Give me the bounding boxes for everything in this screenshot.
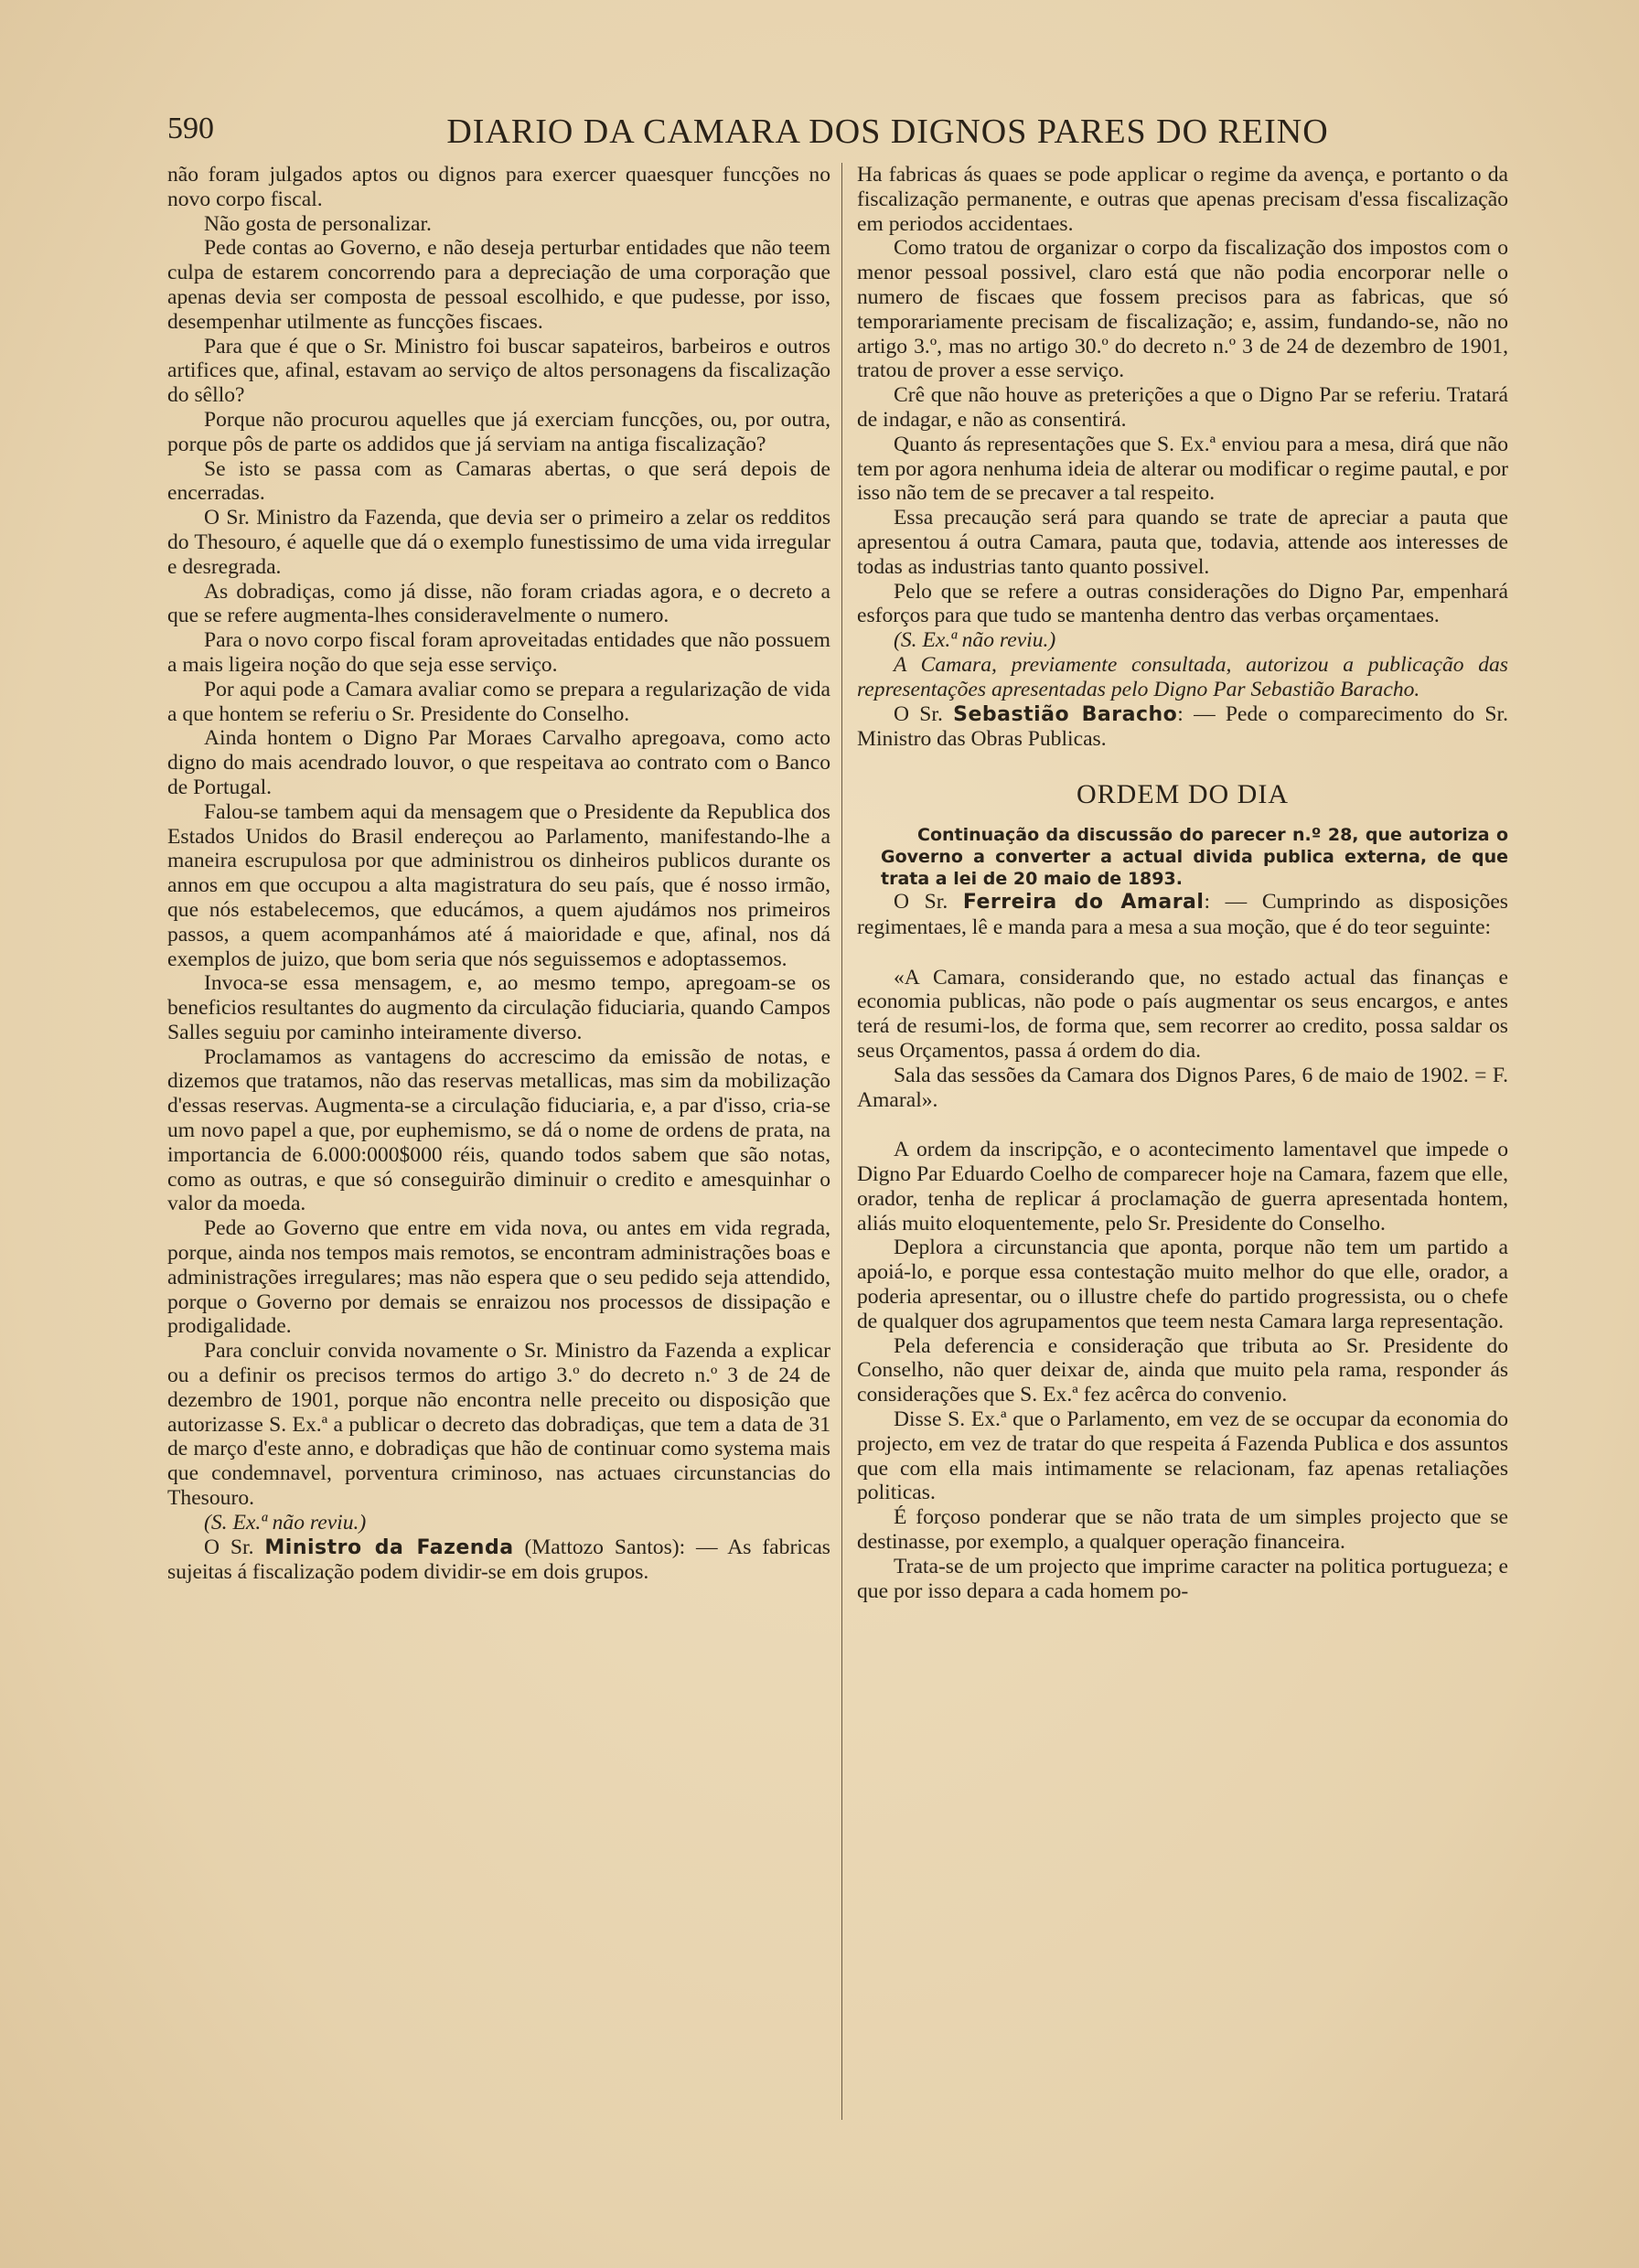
paragraph: Quanto ás representações que S. Ex.ª enviou para a mesa, dirá que não tem por agora nenhuma ideia de alterar ou modificar o regime pautal, e por isso não tem de se precaver a tal respeito.: [857, 432, 1508, 506]
speaker-name: Ministro da Fazenda: [264, 1535, 514, 1559]
paragraph: É forçoso ponderar que se não trata de um simples projecto que se destinasse, por exemplo, a qualquer operação financeira.: [857, 1505, 1508, 1555]
section-subtitle: Continuação da discussão do parecer n.º 28, que autoriza o Governo a converter a actual divida publica externa, de que trata a lei de 20 maio de 1893.: [881, 824, 1508, 889]
paragraph: Para que é que o Sr. Ministro foi buscar sapateiros, barbeiros e outros artifices que, afinal, estavam ao serviço de altos personagens da fiscalização do sêllo?: [167, 334, 830, 408]
paragraph: Pelo que se refere a outras considerações do Digno Par, empenhará esforços para que tudo se mantenha dentro das verbas orçamentaes.: [857, 579, 1508, 628]
not-revised-note: (S. Ex.ª não reviu.): [204, 1510, 367, 1535]
paragraph: Invoca-se essa mensagem, e, ao mesmo tempo, apregoam-se os beneficios resultantes do augmento da circulação fiduciaria, quando Campos Salles seguiu por caminho inteiramente diverso.: [167, 971, 830, 1044]
page-header: [167, 108, 1516, 163]
page-number: 590: [167, 112, 214, 145]
spacer: [857, 1112, 1508, 1138]
paragraph: Pela deferencia e consideração que tributa ao Sr. Presidente do Conselho, não quer deixar de, ainda que muito pela rama, responder ás considerações que S. Ex.ª fez acêrca do convenio.: [857, 1333, 1508, 1407]
speaker-prefix: O Sr.: [894, 701, 943, 726]
paragraph: Ainda hontem o Digno Par Moraes Carvalho apregoava, como acto digno do mais acendrado louvor, o que respeitava ao contrato com o Banco de Portugal.: [167, 726, 830, 799]
speaker-prefix: O Sr.: [204, 1535, 254, 1559]
paragraph: Para concluir convida novamente o Sr. Ministro da Fazenda a explicar ou a definir os precisos termos do artigo 3.º do decreto n.º 3 de 24 de dezembro de 1901, porque não encontra nelle preceito ou disposição que autorizasse S. Ex.ª a publicar o decreto das dobradiças, que tem a data de 31 de março d'este anno, e dobradiças que hão de continuar como systema mais que condemnavel, porventura criminoso, nas actuaes circunstancias do Thesouro.: [167, 1339, 830, 1511]
paragraph: Deplora a circunstancia que aponta, porque não tem um partido a apoiá-lo, e porque essa contestação muito melhor do que elle, orador, a poderia apresentar, ou o illustre chefe do partido progressista, ou o chefe de qualquer dos agrupamentos que teem nesta Camara larga representação.: [857, 1236, 1508, 1333]
paragraph: Pede ao Governo que entre em vida nova, ou antes em vida regrada, porque, ainda nos tempos mais remotos, se encontram administrações boas e administrações irregulares; mas não espera que o seu pedido seja attendido, porque o Governo por demais se enraizou nos processos de dissipação e prodigalidade.: [167, 1216, 830, 1339]
page-title: DIARIO DA CAMARA DOS DIGNOS PARES DO REINO: [446, 112, 1329, 151]
paragraph: Crê que não houve as preterições a que o Digno Par se referiu. Tratará de indagar, e não as consentirá.: [857, 383, 1508, 432]
paragraph: A Camara, previamente consultada, autorizou a publicação das representações apresentadas pelo Digno Par Sebastião Baracho.: [857, 652, 1508, 701]
paragraph: A ordem da inscripção, e o acontecimento lamentavel que impede o Digno Par Eduardo Coelho de comparecer hoje na Camara, fazem que elle, orador, tenha de replicar á proclamação de guerra apresentada hontem, aliás muito eloquentemente, pelo Sr. Presidente do Conselho.: [857, 1138, 1508, 1236]
motion-signature: Sala das sessões da Camara dos Dignos Pares, 6 de maio de 1902. = F. Amaral».: [857, 1063, 1508, 1112]
paragraph: Não gosta de personalizar.: [204, 211, 432, 236]
left-column: [167, 163, 830, 2120]
not-revised-note: (S. Ex.ª não reviu.): [894, 628, 1056, 653]
spacer: [857, 940, 1508, 966]
paragraph: Se isto se passa com as Camaras abertas, o que será depois de encerradas.: [167, 456, 830, 506]
speaker-name: Sebastião Baracho: [953, 702, 1178, 726]
paragraph: não foram julgados aptos ou dignos para exercer quaesquer funcções no novo corpo fiscal.: [167, 163, 830, 211]
speaker-paragraph: [857, 890, 1508, 940]
speaker-name: Ferreira do Amaral: [962, 890, 1205, 914]
column-divider: [841, 163, 842, 2120]
paragraph: Falou-se tambem aqui da mensagem que o Presidente da Republica dos Estados Unidos do Brasil endereçou ao Parlamento, manifestando-lhe a maneira escrupulosa por que administrou os dinheiros publicos durante os annos em que occupou a alta magistratura do seu país, que é nosso irmão, que nós estabelecemos, que educámos, a quem ajudámos nos primeiros passos, a quem acompanhámos até á maioridade e que, afinal, nos dá exemplos de juizo, que bom seria que nós seguissemos e adoptassemos.: [167, 799, 830, 971]
paragraph: Porque não procurou aquelles que já exerciam funcções, ou, por outra, porque pôs de parte os addidos que já serviam na antiga fiscalização?: [167, 407, 830, 456]
speaker-prefix: O Sr.: [894, 889, 948, 914]
paragraph: Proclamamos as vantagens do accrescimo da emissão de notas, e dizemos que tratamos, não das reservas metallicas, mas sim da mobilização d'essas reservas. Augmenta-se a circulação fiduciaria, e, a par d'isso, cria-se um novo papel a que, por euphemismo, se dá o nome de ordens de prata, na importancia de 6.000:000$000 réis, quando todos sabem que são notas, como as outras, e que só conseguirão diminuir o credito e amesquinhar o valor da moeda.: [167, 1044, 830, 1216]
speaker-text: (Mattozo Santos): — As fabricas sujeitas á fiscalização podem dividir-se em dois grupos.: [167, 1535, 830, 1585]
paragraph: Para o novo corpo fiscal foram aproveitadas entidades que não possuem a mais ligeira noção do que seja esse serviço.: [167, 628, 830, 677]
right-column: [857, 163, 1508, 2120]
speaker-paragraph: [857, 702, 1508, 753]
paragraph: As dobradiças, como já disse, não foram criadas agora, e o decreto a que se refere augmenta-lhes consideravelmente o numero.: [167, 579, 830, 628]
paragraph: Pede contas ao Governo, e não deseja perturbar entidades que não teem culpa de estarem concorrendo para a depreciação de uma corporação que apenas devia ser composta de pessoal escolhido, e que pudesse, por isso, desempenhar utilmente as funcções fiscaes.: [167, 236, 830, 334]
speaker-paragraph: [167, 1535, 830, 1586]
paragraph: Ha fabricas ás quaes se pode applicar o regime da avença, e portanto o da fiscalização permanente, e outras que apenas precisam d'essa fiscalização em periodos accidentaes.: [857, 163, 1508, 236]
section-title: ORDEM DO DIA: [1077, 779, 1289, 810]
paragraph: O Sr. Ministro da Fazenda, que devia ser o primeiro a zelar os redditos do Thesouro, é aquelle que dá o exemplo funestissimo de uma vida irregular e desregrada.: [167, 506, 830, 579]
speaker-text: : — Cumprindo as disposições regimentaes, lê e manda para a mesa a sua moção, que é do teor seguinte:: [857, 889, 1508, 939]
paragraph: Disse S. Ex.ª que o Parlamento, em vez de se occupar da economia do projecto, em vez de tratar do que respeita á Fazenda Publica e dos assuntos que com ella mais intimamente se relacionam, faz apenas retaliações politicas.: [857, 1407, 1508, 1505]
paragraph: Por aqui pode a Camara avaliar como se prepara a regularização de vida a que hontem se referiu o Sr. Presidente do Conselho.: [167, 677, 830, 726]
motion-text: «A Camara, considerando que, no estado actual das finanças e economia publicas, não pode o país augmentar os seus encargos, e antes terá de resumi-los, de forma que, sem recorrer ao credito, possa saldar os seus Orçamentos, passa á ordem do dia.: [857, 965, 1508, 1063]
paragraph: Como tratou de organizar o corpo da fiscalização dos impostos com o menor pessoal possivel, claro está que não podia encorporar nelle o numero de fiscaes que fossem precisos para as fabricas, que só temporariamente precisam de fiscalização; e, assim, fundando-se, não no artigo 3.º, mas no artigo 30.º do decreto n.º 3 de 24 de dezembro de 1901, tratou de prover a esse serviço.: [857, 236, 1508, 383]
paragraph: Essa precaução será para quando se trate de apreciar a pauta que apresentou á outra Camara, pauta que, todavia, attende aos interesses de todas as industrias tanto quanto possivel.: [857, 506, 1508, 579]
paragraph: Trata-se de um projecto que imprime caracter na politica portugueza; e que por isso depara a cada homem po-: [857, 1554, 1508, 1603]
speaker-text: : — Pede o comparecimento do Sr. Ministro das Obras Publicas.: [857, 701, 1508, 752]
